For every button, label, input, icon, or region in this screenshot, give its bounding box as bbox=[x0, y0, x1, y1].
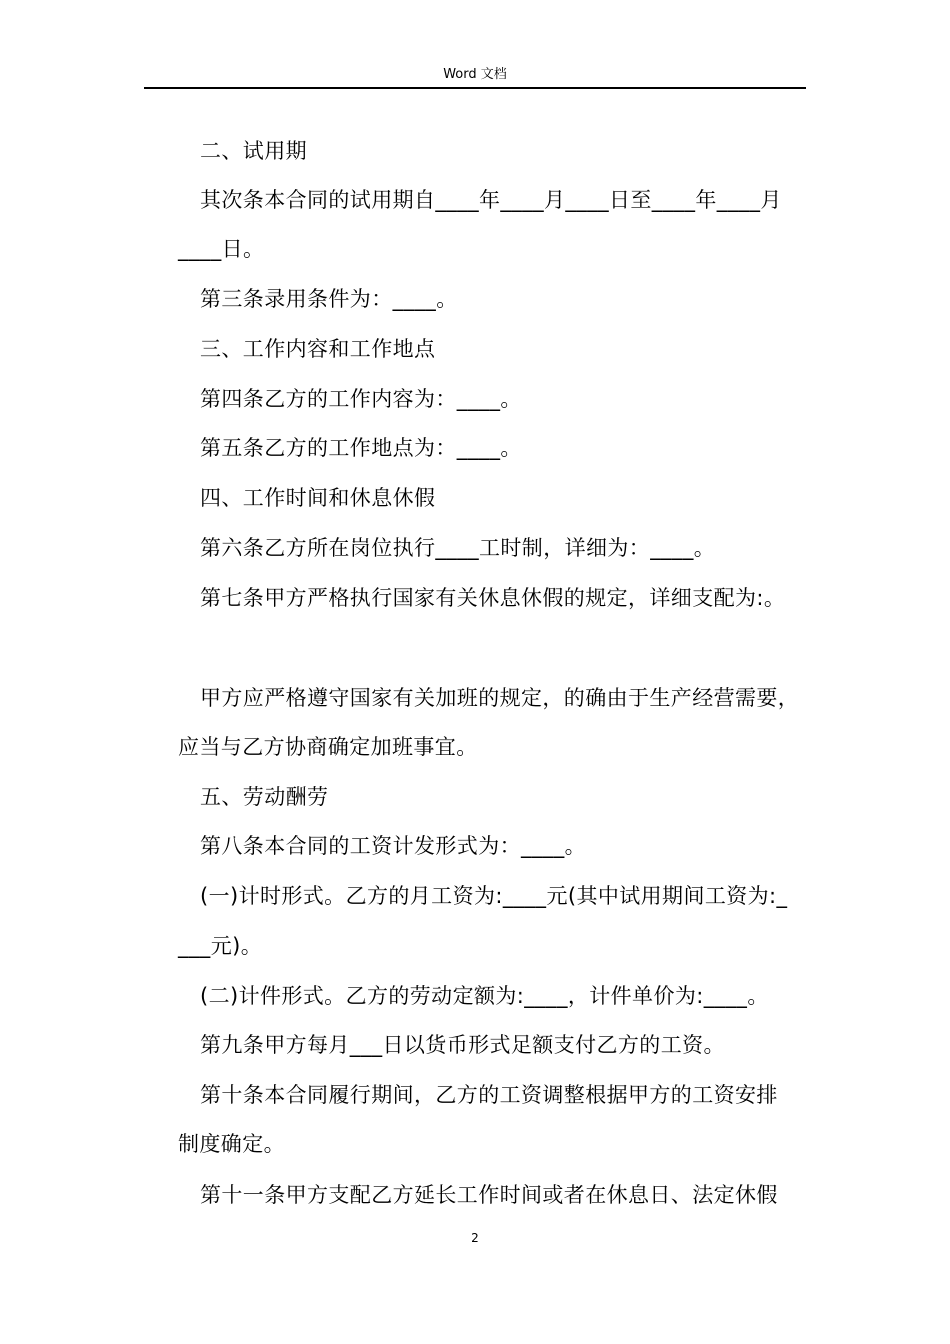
paragraph-line: 第五条乙方的工作地点为：____。 bbox=[200, 436, 522, 460]
paragraph-line: 第九条甲方每月___日以货币形式足额支付乙方的工资。 bbox=[200, 1033, 725, 1057]
paragraph-line: 第十条本合同履行期间，乙方的工资调整根据甲方的工资安排 bbox=[200, 1083, 778, 1107]
paragraph-line: 第六条乙方所在岗位执行____工时制，详细为：____。 bbox=[200, 536, 716, 560]
section-heading: 五、劳动酬劳 bbox=[200, 785, 329, 809]
paragraph-line: (二)计件形式。乙方的劳动定额为:____，计件单价为:____。 bbox=[200, 984, 769, 1008]
paragraph-line: 其次条本合同的试用期自____年____月____日至____年____月 bbox=[200, 188, 782, 212]
paragraph-line: 制度确定。 bbox=[178, 1132, 285, 1156]
paragraph-line: (一)计时形式。乙方的月工资为:____元(其中试用期间工资为:_ bbox=[200, 884, 788, 908]
paragraph-line: 甲方应严格遵守国家有关加班的规定，的确由于生产经营需要， bbox=[200, 686, 800, 710]
paragraph-line: ____日。 bbox=[178, 237, 265, 261]
paragraph-line: 第四条乙方的工作内容为：____。 bbox=[200, 387, 522, 411]
section-heading: 三、工作内容和工作地点 bbox=[200, 337, 436, 361]
paragraph-line: 第八条本合同的工资计发形式为：____。 bbox=[200, 834, 586, 858]
paragraph-line: ___元)。 bbox=[178, 934, 263, 958]
page-number: 2 bbox=[471, 1231, 479, 1245]
header-divider bbox=[144, 87, 806, 89]
page-header: Word 文档 bbox=[443, 67, 507, 82]
paragraph-line: 第十一条甲方支配乙方延长工作时间或者在休息日、法定休假 bbox=[200, 1183, 778, 1207]
section-heading: 四、工作时间和休息休假 bbox=[200, 486, 436, 510]
paragraph-line: 第七条甲方严格执行国家有关休息休假的规定，详细支配为:。 bbox=[200, 586, 786, 610]
paragraph-line: 第三条录用条件为：____。 bbox=[200, 287, 458, 311]
section-heading: 二、试用期 bbox=[200, 139, 307, 163]
paragraph-line: 应当与乙方协商确定加班事宜。 bbox=[178, 735, 478, 759]
